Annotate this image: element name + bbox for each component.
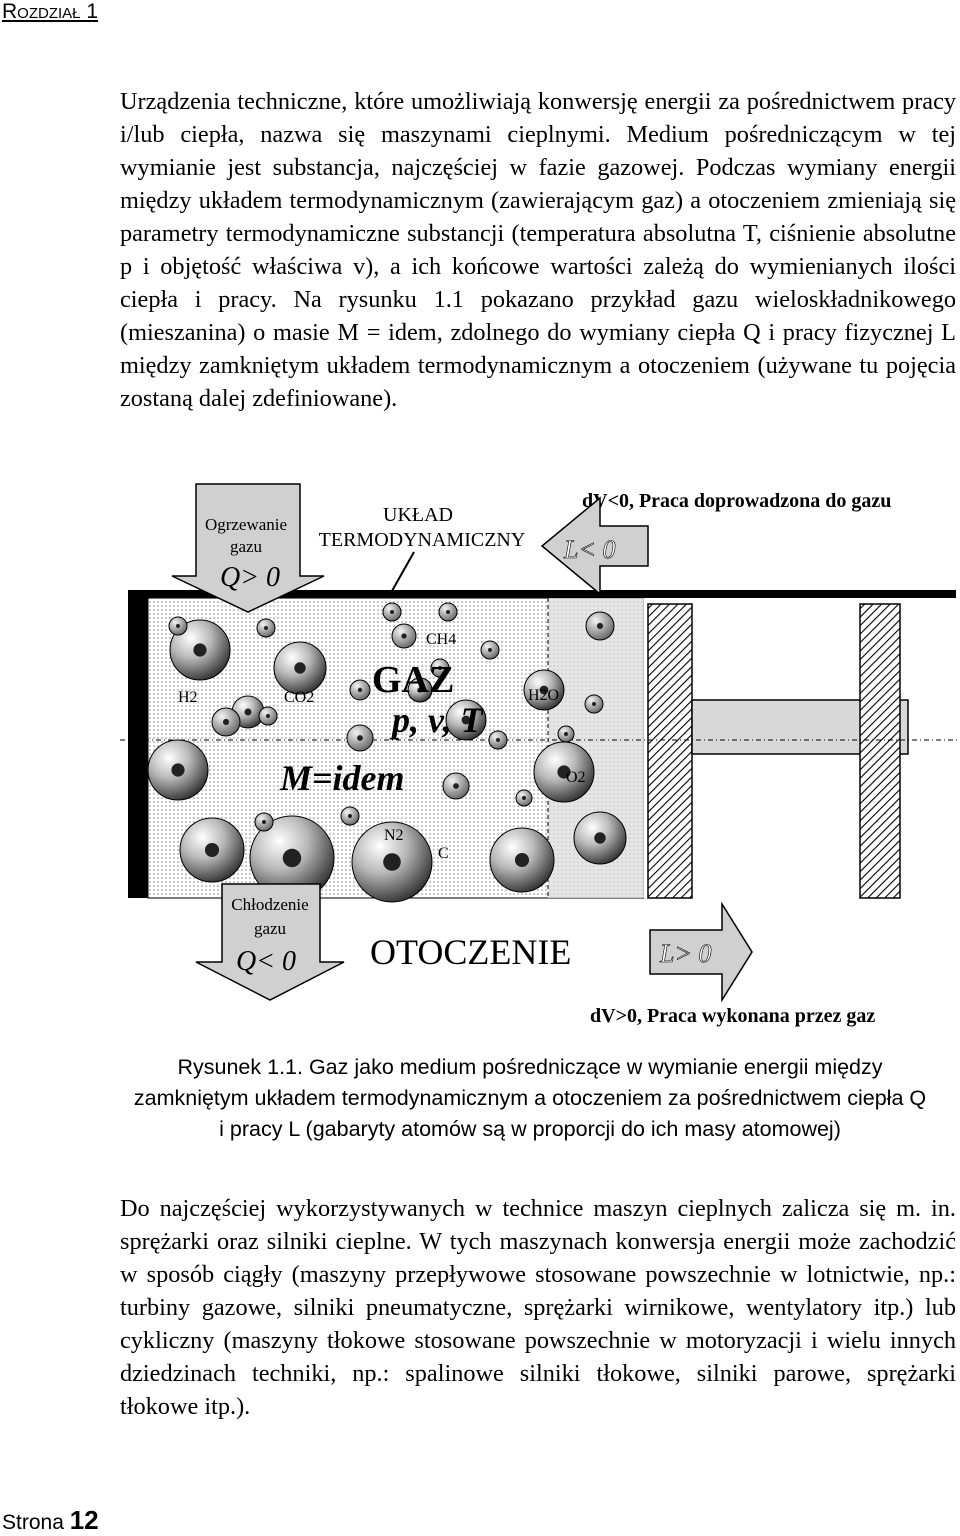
molecule-core bbox=[262, 820, 266, 824]
molecule-core bbox=[264, 626, 268, 630]
h2o-label: H2O bbox=[528, 687, 560, 704]
molecule-core bbox=[401, 633, 406, 638]
molecule-core bbox=[244, 708, 251, 715]
molecule-core bbox=[205, 843, 219, 857]
molecule-core bbox=[193, 643, 206, 656]
cylinder-head bbox=[860, 604, 900, 898]
molecule-core bbox=[176, 624, 180, 628]
heating-label: Ogrzewanie bbox=[204, 515, 288, 534]
cooling-label: Chłodzenie bbox=[231, 895, 309, 914]
molecule-core bbox=[383, 853, 401, 871]
c-label: C bbox=[438, 845, 449, 862]
system-label: UKŁAD bbox=[383, 504, 453, 526]
piston bbox=[648, 604, 692, 898]
molecule-core bbox=[564, 732, 568, 736]
molecule-core bbox=[515, 853, 529, 867]
footer-label: Strona bbox=[2, 1511, 64, 1534]
work-out-note: dV>0, Praca wykonana przez gaz bbox=[590, 1005, 876, 1027]
molecule-core bbox=[390, 610, 394, 614]
molecule-core bbox=[496, 738, 500, 742]
intro-paragraph: Urządzenia techniczne, które umożliwiają konwersję energii za pośrednictwem pracy i/lub ciepła, nazwa się maszynami cieplnymi. Medium pośredniczącym w tej wymianie jest substancja, najczęściej w fazie gazowej. Podczas wymiany energii między układem termodynamicznym (zawierającym gaz) a otoczeniem zmieniają się parametry termodynamiczne substancji (temperatura absolutna T, ciśnienie absolutne p i objętość właściwa v), a ich końcowe wartości zależą do wymienianych ilości ciepła i pracy. Na rysunku 1.1 pokazano przykład gazu wieloskładnikowego (mieszanina) o masie M = idem, zdolnego do wymiany ciepła Q i pracy fizycznej L między zamkniętym układem termodynamicznym a otoczeniem (używane tu pojęcia zostaną dalej zdefiniowane). bbox=[120, 88, 956, 412]
h2-label: H2 bbox=[178, 689, 198, 706]
molecule-core bbox=[357, 735, 363, 741]
molecule-core bbox=[223, 719, 229, 725]
heating-label-2: gazu bbox=[229, 537, 263, 556]
work-out-value: L> 0 bbox=[660, 939, 712, 968]
heating-value: Q> 0 bbox=[219, 562, 281, 593]
outro-paragraph: Do najczęściej wykorzystywanych w technice maszyn cieplnych zalicza się m. in. sprężarki oraz silniki cieplne. W tych maszynach konwersja energii może zachodzić w sposób ciągły (maszyny przepływowe stosowane powszechnie w lotnictwie, np.: turbiny gazowe, silniki pneumatyczne, sprężarki wirnikowe, wentylatory itp.) lub cykliczny (maszyny tłokowe stosowane powszechnie w motoryzacji i wielu innych dziedzinach techniki, np.: spalinowe silniki tłokowe, silniki parowe, sprężarki tłokowe itp.). bbox=[120, 1195, 956, 1420]
figure-caption: Rysunek 1.1. Gaz jako medium pośredniczące w wymianie energii między zamkniętym układem termodynamicznym a otoczeniem za pośrednictwem ciepła Q i pracy L (gabaryty atomów są w proporcji do ich masy atomowej) bbox=[133, 1055, 927, 1141]
molecule-core bbox=[266, 714, 270, 718]
cooling-value: Q< 0 bbox=[235, 946, 297, 977]
thermodynamic-system-figure bbox=[0, 470, 960, 1040]
o2-label: O2 bbox=[566, 769, 586, 786]
mass-label: M=idem bbox=[280, 758, 405, 798]
gas-label: GAZ bbox=[372, 659, 455, 701]
co2-label: CO2 bbox=[284, 689, 315, 706]
work-in-value: L< 0 bbox=[564, 535, 616, 564]
molecule-core bbox=[358, 688, 362, 692]
molecule-core bbox=[522, 796, 526, 800]
page-footer bbox=[2, 1505, 99, 1536]
molecule-core bbox=[446, 610, 450, 614]
gas-params: p, v, T bbox=[392, 700, 483, 740]
molecule-core bbox=[283, 849, 301, 867]
molecule-core bbox=[597, 623, 603, 629]
molecule-core bbox=[594, 832, 605, 843]
chapter-header: Rozdział 1 bbox=[2, 0, 99, 23]
molecule-core bbox=[453, 783, 459, 789]
molecule-core bbox=[488, 648, 492, 652]
ch4-label: CH4 bbox=[426, 631, 457, 648]
molecule-core bbox=[171, 763, 184, 776]
cooling-label-2: gazu bbox=[253, 919, 287, 938]
molecule-core bbox=[348, 814, 352, 818]
work-in-note: dV<0, Praca doprowadzona do gazu bbox=[582, 490, 892, 512]
molecule-core bbox=[592, 702, 596, 706]
n2-label: N2 bbox=[384, 827, 404, 844]
page-number: 12 bbox=[69, 1505, 99, 1535]
system-label-2: TERMODYNAMICZNY bbox=[318, 529, 526, 551]
molecule-core bbox=[294, 662, 305, 673]
surroundings-label: OTOCZENIE bbox=[370, 932, 572, 972]
